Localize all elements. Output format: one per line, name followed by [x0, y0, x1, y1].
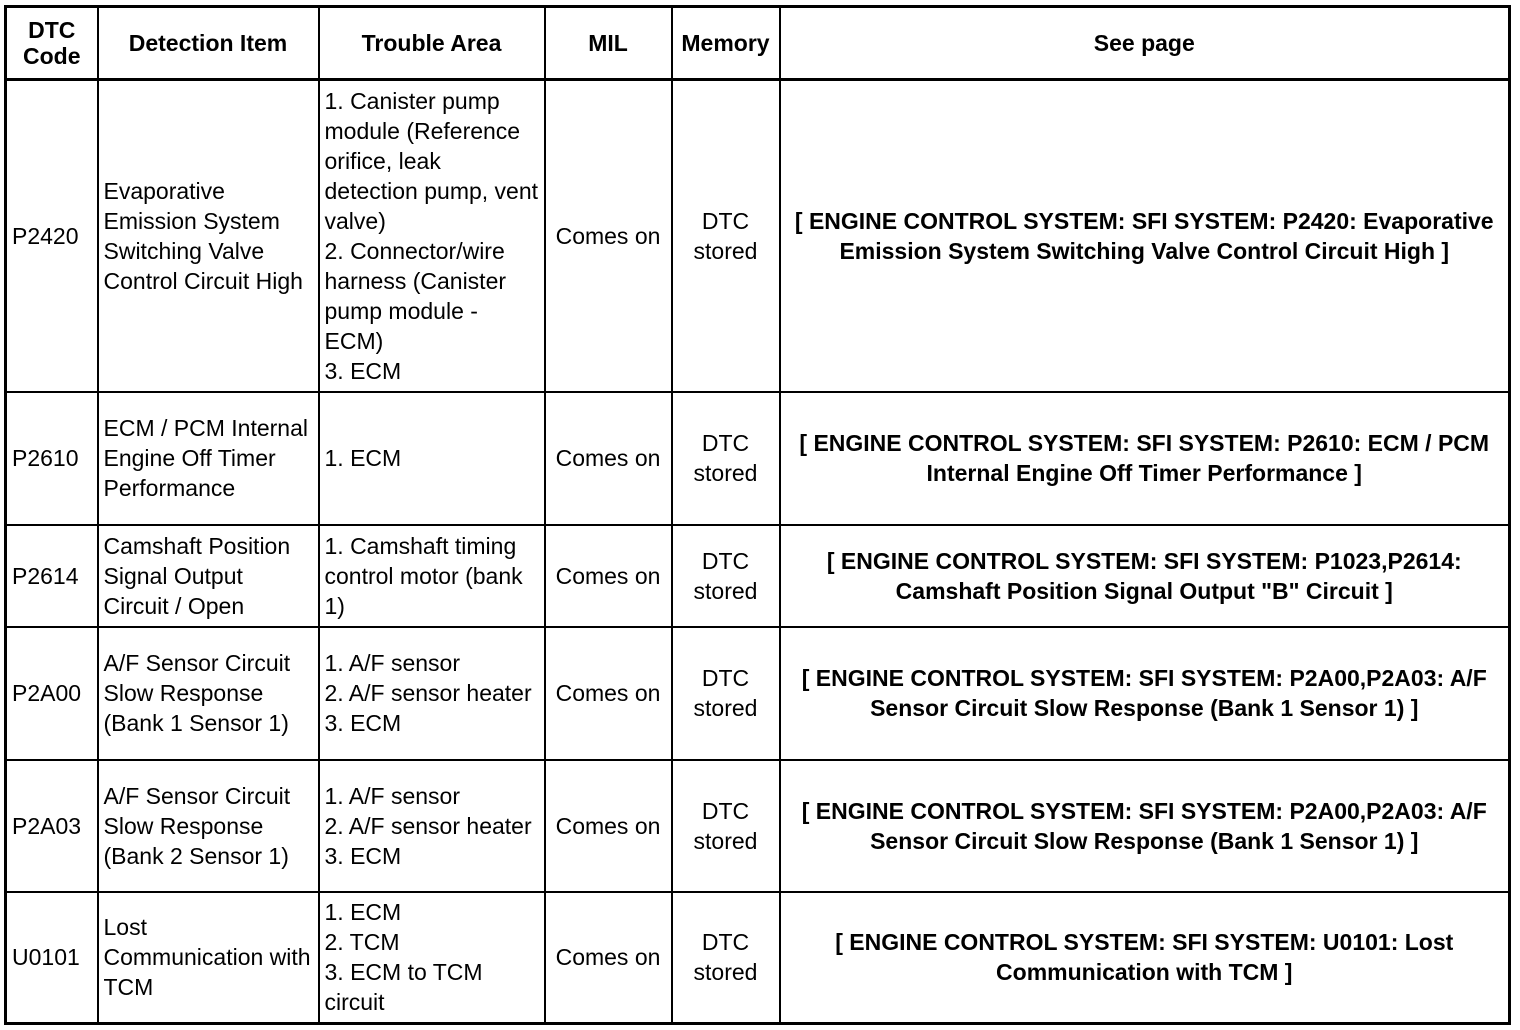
header-memory: Memory [672, 7, 780, 80]
trouble-area-line: 1. A/F sensor [324, 650, 461, 676]
mil-status: Comes on [545, 80, 672, 392]
dtc-code: P2610 [6, 392, 98, 525]
see-page-link[interactable]: [ ENGINE CONTROL SYSTEM: SFI SYSTEM: P2A00,P2A03: A/F Sensor Circuit Slow Response (Bank 1 Sensor 1) ] [780, 760, 1510, 892]
memory-status: DTC stored [672, 392, 780, 525]
header-trouble-area: Trouble Area [319, 7, 545, 80]
detection-item: Camshaft Position Signal Output Circuit / Open [98, 525, 319, 627]
mil-status: Comes on [545, 392, 672, 525]
memory-status: DTC stored [672, 525, 780, 627]
memory-status: DTC stored [672, 892, 780, 1024]
detection-item: A/F Sensor Circuit Slow Response (Bank 2 Sensor 1) [98, 760, 319, 892]
trouble-area-line: 3. ECM [324, 710, 402, 736]
mil-status: Comes on [545, 892, 672, 1024]
dtc-code: P2A03 [6, 760, 98, 892]
detection-item: A/F Sensor Circuit Slow Response (Bank 1 Sensor 1) [98, 627, 319, 760]
dtc-code: U0101 [6, 892, 98, 1024]
see-page-link[interactable]: [ ENGINE CONTROL SYSTEM: SFI SYSTEM: P2610: ECM / PCM Internal Engine Off Timer Performance ] [780, 392, 1510, 525]
trouble-area-line: 1. A/F sensor [324, 782, 461, 809]
trouble-area-line: 1. Camshaft timing control motor (bank 1) [324, 532, 523, 619]
trouble-area-line: 1. ECM [324, 445, 402, 471]
table-row [6, 525, 1510, 627]
header-row [6, 7, 1510, 80]
see-page-link[interactable]: [ ENGINE CONTROL SYSTEM: SFI SYSTEM: P2420: Evaporative Emission System Switching Valve Control Circuit High ] [780, 80, 1510, 392]
trouble-area-line: 3. ECM [324, 357, 402, 384]
memory-status: DTC stored [672, 627, 780, 760]
mil-status: Comes on [545, 627, 672, 760]
header-detection-item: Detection Item [98, 7, 319, 80]
trouble-area-line: 2. Connector/wire harness (Canister pump module - ECM) [324, 237, 507, 354]
table-row [6, 80, 1510, 392]
trouble-area [319, 892, 545, 1024]
header-see-page: See page [780, 7, 1510, 80]
header-mil: MIL [545, 7, 672, 80]
mil-status: Comes on [545, 525, 672, 627]
trouble-area-line: 3. ECM to TCM circuit [324, 959, 483, 1016]
trouble-area-line: 1. ECM [324, 899, 402, 926]
detection-item: Evaporative Emission System Switching Valve Control Circuit High [98, 80, 319, 392]
see-page-link[interactable]: [ ENGINE CONTROL SYSTEM: SFI SYSTEM: U0101: Lost Communication with TCM ] [780, 892, 1510, 1024]
detection-item: ECM / PCM Internal Engine Off Timer Performance [98, 392, 319, 525]
see-page-link[interactable]: [ ENGINE CONTROL SYSTEM: SFI SYSTEM: P2A00,P2A03: A/F Sensor Circuit Slow Response (Bank 1 Sensor 1) ] [780, 627, 1510, 760]
table-row [6, 392, 1510, 525]
trouble-area [319, 525, 545, 627]
trouble-area [319, 80, 545, 392]
table-row [6, 760, 1510, 892]
trouble-area [319, 627, 545, 760]
see-page-link[interactable]: [ ENGINE CONTROL SYSTEM: SFI SYSTEM: P1023,P2614: Camshaft Position Signal Output "B" Circuit ] [780, 525, 1510, 627]
dtc-code: P2420 [6, 80, 98, 392]
memory-status: DTC stored [672, 760, 780, 892]
trouble-area-line: 2. TCM [324, 929, 400, 956]
table-row [6, 892, 1510, 1024]
table-row [6, 627, 1510, 760]
trouble-area-line: 3. ECM [324, 842, 402, 869]
trouble-area-line: 1. Canister pump module (Reference orifice, leak detection pump, vent valve) [324, 87, 539, 234]
memory-status: DTC stored [672, 80, 780, 392]
trouble-area-line: 2. A/F sensor heater [324, 680, 532, 706]
trouble-area [319, 392, 545, 525]
dtc-table [4, 5, 1511, 1025]
detection-item: Lost Communication with TCM [98, 892, 319, 1024]
trouble-area [319, 760, 545, 892]
dtc-code: P2614 [6, 525, 98, 627]
dtc-code: P2A00 [6, 627, 98, 760]
trouble-area-line: 2. A/F sensor heater [324, 812, 532, 839]
mil-status: Comes on [545, 760, 672, 892]
header-dtc-code: DTC Code [6, 7, 98, 80]
